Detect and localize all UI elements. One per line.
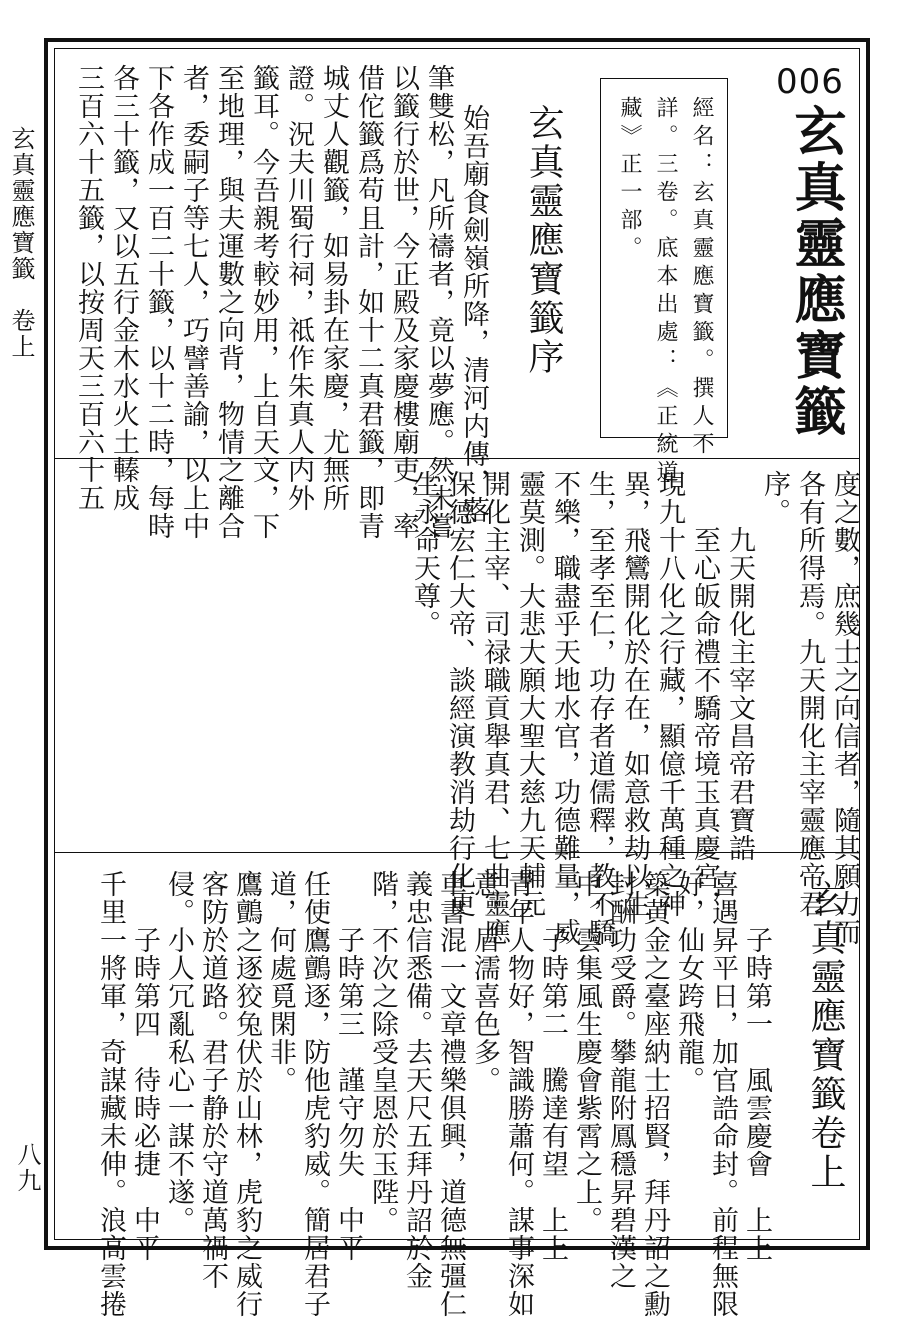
volume-column: 侵。小人冗亂私心一謀不遂。 <box>163 870 194 1234</box>
preface-column: 各三十籤，又以五行金木水火土轃成 <box>108 64 139 512</box>
entry-info-line: 詳。三卷。底本出處：《正統道 <box>653 96 678 488</box>
volume-column: 義忠信悉備。去天尺五拜丹詔於金 <box>401 870 432 1290</box>
volume-column: 千里一將軍，奇謀藏未伸。浪高雲捲 <box>95 870 126 1318</box>
invocation-column: 異，飛鸞開化於在在，如意救劫以生 <box>619 470 650 918</box>
invocation-column: 保德宏仁大帝、談經演教消劫行化更 <box>444 470 475 918</box>
volume-column: 封酬功受爵。攀龍附鳳穩昇碧漢之 <box>605 870 636 1290</box>
invocation-column: 現九十八化之行藏，顯億千萬種之神 <box>654 470 685 918</box>
preface-column: 始吾廟食劍嶺所降，清河内傳，落 <box>458 104 489 524</box>
invocation-column: 不樂，職盡乎天地水官，功德難量，威 <box>549 470 580 946</box>
preface-column: 證。況夫川蜀行祠，祗作朱真人内外 <box>283 64 314 512</box>
invocation-column: 各有所得焉。九天開化主宰靈應帝君 <box>794 470 825 918</box>
invocation-column: 九天開化主宰文昌帝君寶誥 <box>724 470 755 862</box>
volume-column: 青年人物好，智識勝蕭何。謀事深如 <box>503 870 534 1318</box>
preface-column: 下各作成一百二十籤，以十二時，每時 <box>143 64 174 540</box>
volume-column: 車書混一文章禮樂俱興，道德無彊仁 <box>435 870 466 1318</box>
volume-column: 喜遇昇平日，加官誥命封。前程無限 <box>707 870 738 1318</box>
volume-column: 道，何處覓閑非。 <box>265 870 296 1094</box>
volume-column: 子時第四 待時必捷 中平 <box>129 870 160 1262</box>
invocation-column: 生永命天尊。 <box>409 470 440 638</box>
volume-column: 好，仙女跨飛龍。 <box>673 870 704 1094</box>
preface-column: 借佗籤爲苟且計，如十二真君籤，即青 <box>353 64 384 540</box>
volume-column: 鷹鸇之逐狡兔伏於山林，虎豹之威行 <box>231 870 262 1318</box>
volume-column: 意，眉濡喜色多。 <box>469 870 500 1094</box>
invocation-column: 至心皈命禮不驕帝境玉真慶宮， <box>689 470 720 918</box>
volume-column: 中，雲集風生慶會紫霄之上。 <box>571 870 602 1234</box>
preface-column: 至地理，與夫運數之向背，物情之離合 <box>213 64 244 540</box>
volume-column: 客防於道路。君子静於守道萬禍不 <box>197 870 228 1290</box>
invocation-column: 序。 <box>759 470 790 526</box>
preface-column: 城丈人觀籤，如易卦在家慶，尤無所 <box>318 64 349 512</box>
preface-column: 以籤行於世，今正殿及家慶樓廟吏，率 <box>388 64 419 540</box>
preface-column: 筆雙松，凡所禱者，竟以夢應。然未嘗 <box>423 64 454 540</box>
preface-column: 三百六十五籤，以按周天三百六十五 <box>73 64 104 512</box>
volume-column: 築黄金之臺座納士招賢，拜丹詔之勳 <box>639 870 670 1318</box>
preface-column: 者，委嗣子等七人，巧譬善諭，以上中 <box>178 64 209 540</box>
running-title: 玄真靈應寶籤 卷上 <box>7 126 35 360</box>
invocation-column: 開化主宰、司禄職貢舉真君、七曲靈應 <box>479 470 510 946</box>
entry-info-line: 藏》正一部。 <box>617 96 642 264</box>
volume-column: 子時第三 謹守勿失 中平 <box>333 870 364 1262</box>
preface-column: 籤耳。今吾親考較妙用，上自天文，下 <box>248 64 279 540</box>
page-number: 八九 <box>13 1142 41 1194</box>
volume-heading: 玄真靈應寶籤卷上 <box>805 880 846 1192</box>
entry-title: 玄真靈應寶籤 <box>785 104 845 440</box>
entry-number: 006 <box>776 62 844 102</box>
volume-column: 階，不次之除受皇恩於玉陛。 <box>367 870 398 1234</box>
volume-column: 子時第二 騰達有望 上上 <box>537 870 568 1262</box>
volume-column: 任使鷹鸇逐，防他虎豹威。簡居君子 <box>299 870 330 1318</box>
preface-heading: 玄真靈應寶籤序 <box>523 104 564 377</box>
volume-column: 子時第一 風雲慶會 上上 <box>741 870 772 1262</box>
invocation-column: 度之數，庶幾士之向信者，隨其願力而 <box>829 470 860 946</box>
invocation-column: 靈莫測。大悲大願大聖大慈九天輔元 <box>514 470 545 918</box>
entry-info-line: 經名：玄真靈應寶籤。撰人不 <box>689 96 714 460</box>
invocation-column: 生，至孝至仁，功存者道儒釋，教不驕 <box>584 470 615 946</box>
